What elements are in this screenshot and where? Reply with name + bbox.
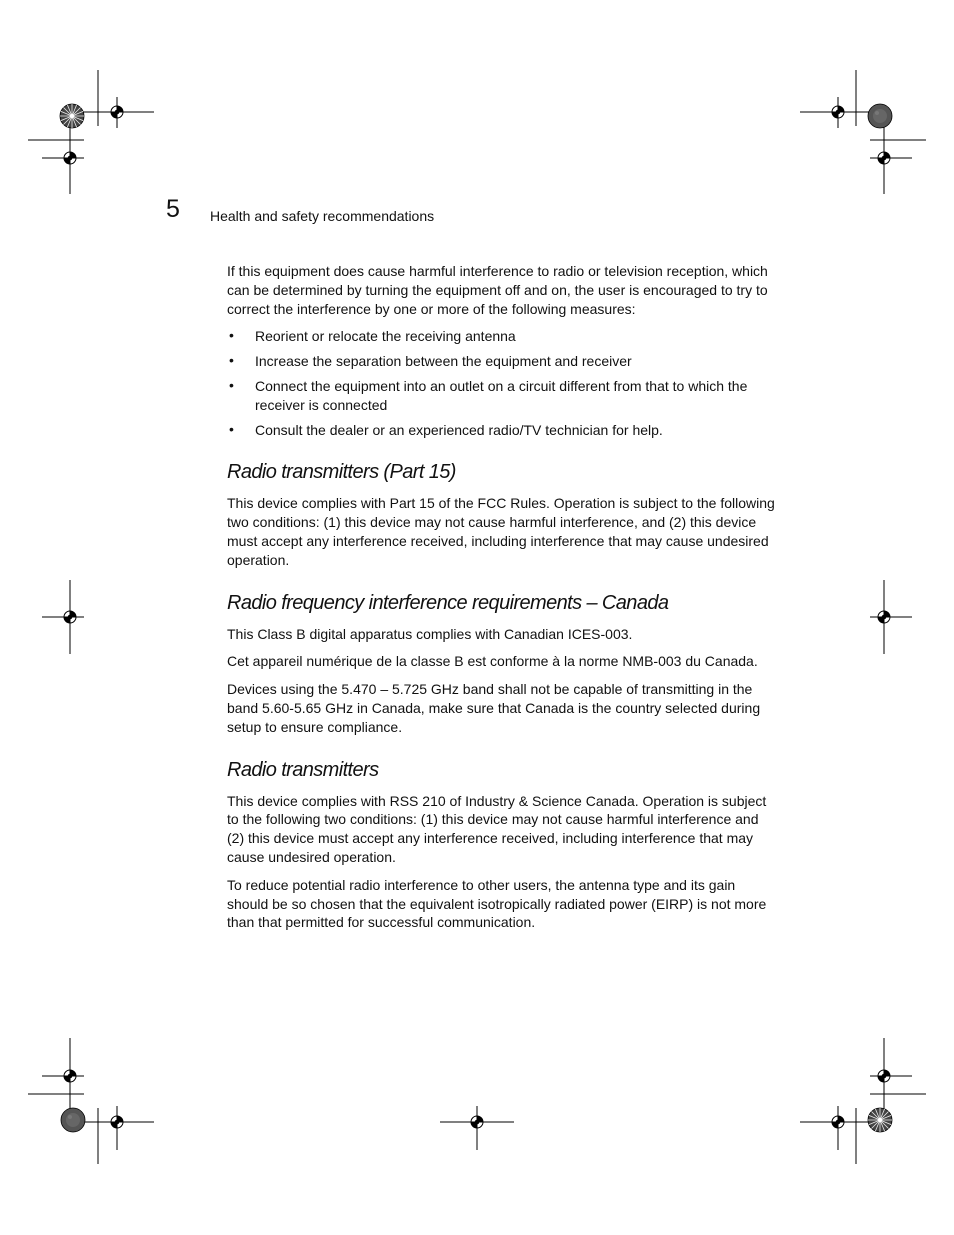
section-heading-radio-transmitters: Radio transmitters <box>227 758 379 781</box>
section-paragraph: Cet appareil numérique de la classe B est conforme à la norme NMB-003 du Canada. <box>227 653 758 670</box>
list-item <box>227 327 775 346</box>
section-paragraph: This device complies with Part 15 of the FCC Rules. Operation is subject to the following two conditions: (1) this device may not cause harmful interference, and (2) this device must accept any interference received, including interference that may cause undesired operation. <box>227 495 775 568</box>
list-item <box>227 421 775 440</box>
bullet-glyph: • <box>229 352 234 369</box>
section-heading-radio-transmitters-part-15: Radio transmitters (Part 15) <box>227 461 456 484</box>
running-header-title: Health and safety recommendations <box>210 208 435 224</box>
chapter-number: 5 <box>166 195 180 223</box>
bullet-glyph: • <box>229 420 234 437</box>
main-content <box>227 262 775 941</box>
section-paragraph: This device complies with RSS 210 of Industry & Science Canada. Operation is subject to the following two conditions: (1) this device may not cause harmful interference and (2) this device must accept any interference received, including interference that may cause undesired operation. <box>227 792 767 865</box>
list-item <box>227 352 775 371</box>
section-paragraph: This Class B digital apparatus complies with Canadian ICES-003. <box>227 625 633 642</box>
list-item <box>227 377 775 415</box>
list-item-text: Increase the separation between the equipment and receiver <box>255 353 632 370</box>
list-item-text: Reorient or relocate the receiving antenna <box>255 328 516 345</box>
bullet-glyph: • <box>229 376 234 393</box>
intro-paragraph: If this equipment does cause harmful interference to radio or television reception, which can be determined by turning the equipment off and on, the user is encouraged to try to correct the interference by one or more of the following measures: <box>227 263 768 317</box>
bullet-glyph: • <box>229 327 234 344</box>
measures-list <box>227 327 775 439</box>
list-item-text: Connect the equipment into an outlet on a circuit different from that to which the receiver is connected <box>255 377 748 413</box>
section-paragraph: Devices using the 5.470 – 5.725 GHz band shall not be capable of transmitting in the band 5.60-5.65 GHz in Canada, make sure that Canada is the country selected during setup to ensure compliance. <box>227 681 761 735</box>
section-heading-rf-interference-canada: Radio frequency interference requirements – Canada <box>227 591 669 614</box>
section-paragraph: To reduce potential radio interference to other users, the antenna type and its gain should be so chosen that the equivalent isotropically radiated power (EIRP) is not more than that permitted for successful communication. <box>227 876 767 931</box>
list-item-text: Consult the dealer or an experienced radio/TV technician for help. <box>255 421 663 438</box>
